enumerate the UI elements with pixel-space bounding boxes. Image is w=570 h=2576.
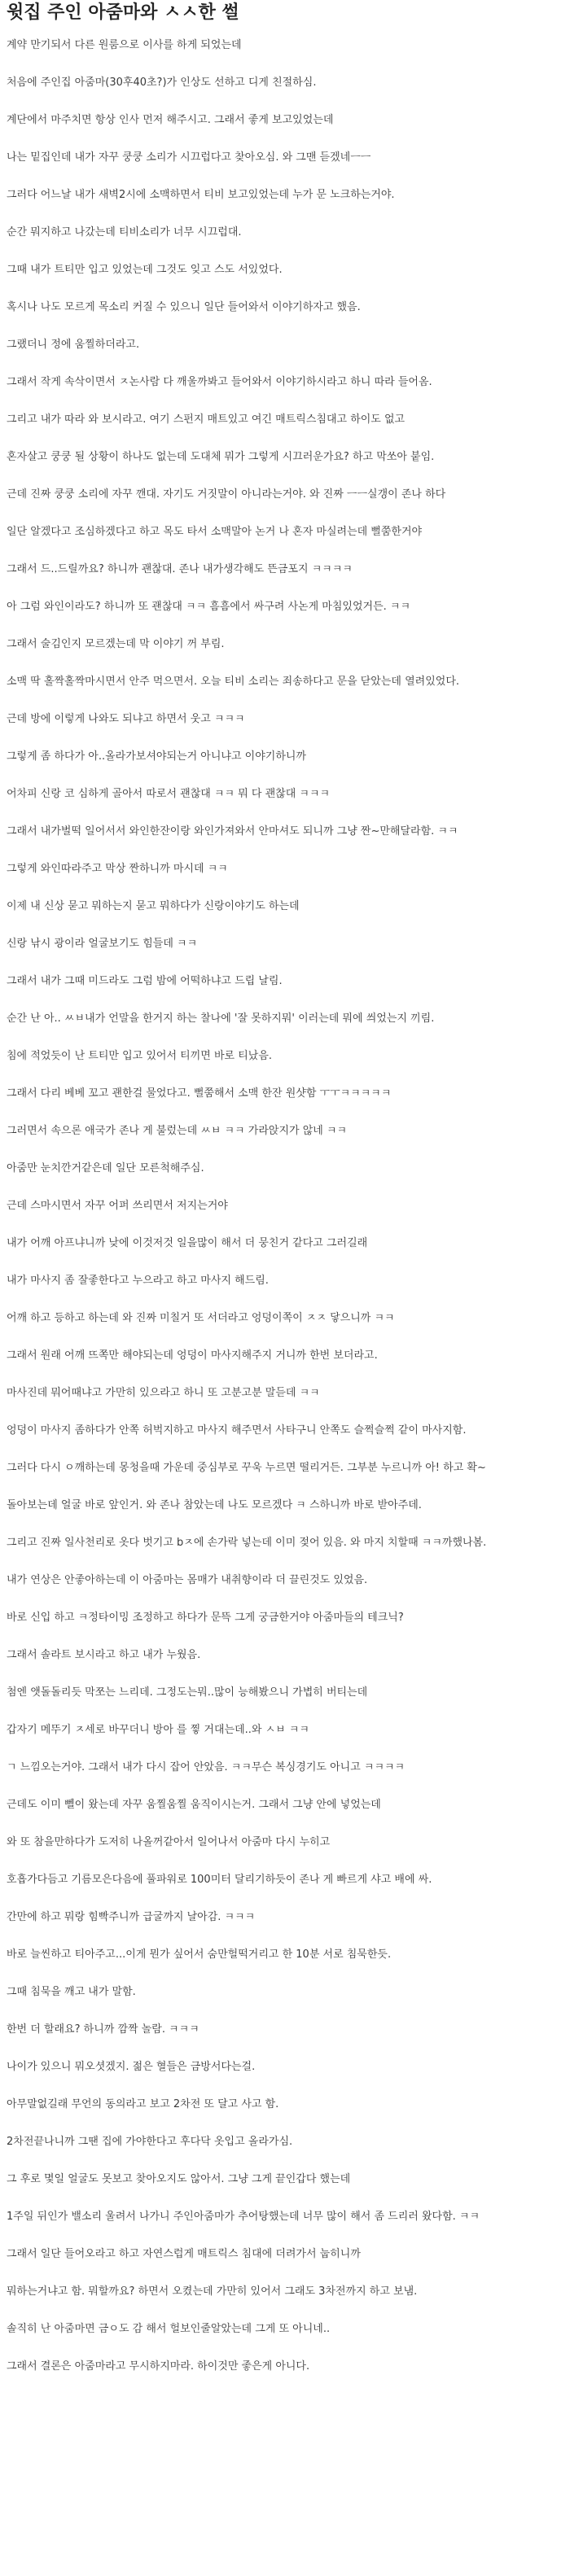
post-paragraph: 나는 밑집인데 내가 자꾸 쿵쿵 소리가 시끄럽다고 찾아오심. 와 그맨 듣겠네ㅡㅡ [7,151,371,164]
post-paragraph: 1주일 뒤인가 밸소리 울려서 나가니 주인아줌마가 추어탕했는데 너무 많이 해서 좀 드리러 왔다함. ㅋㅋ [7,2211,480,2223]
post-paragraph: 그리고 진짜 일사천리로 옷다 벗기고 bㅈ에 손가락 넣는데 이미 젖어 있음. 와 마지 치할때 ㅋㅋ까했나봄. [7,1537,487,1549]
post-paragraph: 신랑 낚시 광이라 얼굴보기도 힘들데 ㅋㅋ [7,938,198,950]
post-paragraph: 일단 알겠다고 조심하겠다고 하고 목도 타서 소맥말아 논거 나 혼자 마실려는데 뻘쭘한거야 [7,526,423,538]
post-paragraph: 처음에 주인집 아줌마(30후40초?)가 인상도 선하고 디게 친절하심. [7,77,317,89]
post-paragraph: 그때 내가 트티만 입고 있었는데 그것도 잊고 스도 서있었다. [7,264,283,276]
post-paragraph: 혹시나 나도 모르게 목소리 커질 수 있으니 일단 들어와서 이야기하자고 했음. [7,301,361,313]
post-paragraph: 그러다 다시 ㅇ깨하는데 몽청을때 가운데 중심부로 꾸욱 누르면 떨리거든. 그부분 누르니까 아! 하고 확~ [7,1462,486,1474]
post-paragraph: 한번 더 할래요? 하니까 깜짝 놀람. ㅋㅋㅋ [7,2023,200,2036]
post-paragraph: 그래서 결론은 아줌마라고 무시하지마라. 하이것만 좋은게 아니다. [7,2360,310,2373]
post-paragraph: 근데 진짜 쿵쿵 소리에 자꾸 깬대. 자기도 거짓말이 아니라는거야. 와 진짜 ㅡㅡ실갱이 존나 하다 [7,488,446,501]
post-paragraph: 아 그럼 와인이라도? 하니까 또 괜찮대 ㅋㅋ 흠흠에서 싸구려 사논게 마침있었거든. ㅋㅋ [7,601,411,613]
post-paragraph: 그래서 술김인지 모르겠는데 막 이야기 꺼 부림. [7,638,225,650]
post-paragraph: 근데 방에 이렇게 나와도 되냐고 하면서 웃고 ㅋㅋㅋ [7,713,245,725]
post-paragraph: 바로 신입 하고 ㅋ정타이밍 조정하고 하다가 문뜩 그게 궁금한거야 아줌마들의 테크닉? [7,1612,404,1624]
post-paragraph: 호흡가다듬고 기름모은다음에 풀파워로 100미터 달리기하듯이 존나 게 빠르게 샤고 배에 싸. [7,1874,432,1886]
post-paragraph: 간만에 하고 뭐랑 힘빡주니까 급굴까지 날아감. ㅋㅋㅋ [7,1911,256,1923]
post-paragraph: 솔직히 난 아줌마면 금ㅇ도 감 해서 헐보인줄알았는데 그게 또 아니네.. [7,2323,331,2335]
post-paragraph: 어차피 신랑 코 심하게 골아서 따로서 괜찮대 ㅋㅋ 뭐 다 괜찮대 ㅋㅋㅋ [7,788,331,800]
post-paragraph: 아무말없길래 무언의 동의라고 보고 2차전 또 달고 사고 함. [7,2098,279,2110]
post-paragraph: 그러면서 속으론 애국가 존나 게 불렀는데 ㅆㅂ ㅋㅋ 가라앉지가 않네 ㅋㅋ [7,1125,348,1137]
post-paragraph: 소맥 딱 홀짝홀짝마시면서 안주 먹으면서. 오늘 티비 소리는 죄송하다고 문을 닫았는데 열려있었다. [7,676,460,688]
post-paragraph: 돌아보는데 얼굴 바로 앞인거. 와 존나 참았는데 나도 모르겠다 ㅋ 스하니까 바로 받아주데. [7,1499,422,1511]
post-paragraph: 계단에서 마주치면 항상 인사 먼저 해주시고. 그래서 좋게 보고있었는데 [7,114,334,126]
post-paragraph: 2차전끝나니까 그땐 집에 가야한다고 후다닥 옷입고 올라가심. [7,2136,293,2148]
post-paragraph: 그래서 내가벌떡 일어서서 와인한잔이랑 와인가져와서 안마셔도 되니까 그냥 짠~만해달라함. ㅋㅋ [7,825,458,838]
post-paragraph: 그래서 내가 그때 미드라도 그럼 밤에 어떡하냐고 드립 날림. [7,975,283,987]
post-paragraph: 바로 늘씬하고 티아주고...이게 뭔가 싶어서 숨만헐떡거리고 한 10분 서로 침묵한듯. [7,1948,392,1961]
post-paragraph: 와 또 참을만하다가 도저히 나올꺼같아서 일어나서 아줌마 다시 누히고 [7,1836,331,1848]
post-paragraph: ㄱ 느낌오는거야. 그래서 내가 다시 잡어 안았음. ㅋㅋ무슨 복싱경기도 아니고 ㅋㅋㅋㅋ [7,1761,406,1773]
post-paragraph: 그렇게 좀 하다가 아..올라가보셔야되는거 아니냐고 이야기하니까 [7,750,306,763]
post-body [7,37,563,2374]
post-paragraph: 혼자살고 쿵쿵 될 상황이 하나도 없는데 도대체 뭐가 그렇게 시끄러운가요? 하고 막쏘아 붙임. [7,451,435,463]
post-paragraph: 그래서 일단 들어오라고 하고 자연스럽게 매트릭스 침대에 더려가서 눕히니까 [7,2248,361,2260]
post-paragraph: 그러다 어느날 내가 새벽2시에 소맥하면서 티비 보고있었는데 누가 문 노크하는거야. [7,189,395,201]
post-paragraph: 뭐하는거냐고 함. 뭐할까요? 하면서 오켰는데 가만히 있어서 그래도 3차전까지 하고 보냄. [7,2285,418,2298]
post-paragraph: 갑자기 메뚜기 ㅈ세로 바꾸더니 방아 를 찧 거대는데..와 ㅅㅂ ㅋㅋ [7,1724,309,1736]
post-paragraph: 그래서 다리 베베 꼬고 괜한걸 물었다고. 뻘쭘해서 소맥 한잔 원샷함 ㅜㅜㅋㅋㅋㅋㅋ [7,1087,392,1100]
post-paragraph: 그래서 솔라트 보시라고 하고 내가 누웠음. [7,1649,201,1661]
post-paragraph: 그때 침묵을 깨고 내가 말함. [7,1986,136,1998]
post-paragraph: 그리고 내가 따라 와 보시라고. 여기 스펀지 매트있고 여긴 매트릭스침대고 하이도 없고 [7,413,406,426]
post-paragraph: 이제 내 신상 묻고 뭐하는지 묻고 뭐하다가 신랑이야기도 하는데 [7,900,300,912]
post-paragraph: 순간 뭐지하고 나갔는데 티비소리가 너무 시끄럽대. [7,226,242,238]
post-paragraph: 나이가 있으니 뭐오셧겠지. 젊은 혈들은 금방서다는걸. [7,2061,256,2073]
post-paragraph: 아줌만 눈치깐거같은데 일단 모른척해주심. [7,1162,204,1174]
post-paragraph: 그래서 작게 속삭이면서 ㅈ논사람 다 깨울까봐고 들어와서 이야기하시라고 하니 따라 들어옴. [7,376,432,388]
post-paragraph: 침에 적었듯이 난 트티만 입고 있어서 티끼면 바로 티났음. [7,1050,273,1062]
post-paragraph: 그랬더니 정에 움찔하더라고. [7,339,140,351]
post-paragraph: 마사진데 뭐어때냐고 가만히 있으라고 하니 또 고분고분 말듣데 ㅋㅋ [7,1387,320,1399]
post-paragraph: 내가 연상은 안좋아하는데 이 아줌마는 몸매가 내취향이라 더 끌린것도 있었음. [7,1574,368,1586]
post-paragraph: 그렇게 와인따라주고 막상 짠하니까 마시데 ㅋㅋ [7,863,228,875]
post-paragraph: 엉덩이 마사지 좀하다가 안쪽 허벅지하고 마사지 해주면서 사타구니 안쪽도 슬쩍슬쩍 같이 마사지함. [7,1424,467,1437]
post-paragraph: 그래서 원래 어깨 뜨쪽만 해야되는데 엉덩이 마사지해주지 거니까 한번 보더라고. [7,1349,378,1362]
post-paragraph: 내가 어깨 아프냐니까 낮에 이것저것 일을많이 해서 더 뭉친거 같다고 그러길래 [7,1237,368,1249]
post-title: 윗집 주인 아줌마와 ㅅㅅ한 썰 [7,2,239,23]
post-paragraph: 그 후로 몇일 얼굴도 못보고 찾아오지도 않아서. 그냥 그게 끝인갑다 했는데 [7,2173,351,2185]
post-paragraph: 근데도 이미 뻴이 왔는데 자꾸 움찔움찔 움직이시는거. 그래서 그냥 안에 넣었는데 [7,1799,381,1811]
post-paragraph: 어깨 하고 등하고 하는데 와 진짜 미칠거 또 서더라고 엉덩이쪽이 ㅈㅈ 닿으니까 ㅋㅋ [7,1312,395,1324]
post-paragraph: 계약 만기되서 다른 원룸으로 이사를 하게 되었는데 [7,39,242,51]
post-paragraph: 그래서 드..드릴까요? 하니까 괜찮대. 존나 내가생각해도 뜬금포지 ㅋㅋㅋㅋ [7,563,353,575]
post-paragraph: 내가 마사지 좀 잘좋한다고 누으라고 하고 마사지 해드림. [7,1275,269,1287]
post-paragraph: 근데 스마시면서 자꾸 어퍼 쓰리면서 저지는거야 [7,1200,228,1212]
post-paragraph: 첨엔 앳돌돌리듯 막쪼는 느리데. 그정도는뭐..많이 능해봤으니 가볍히 버티는데 [7,1686,368,1699]
post-paragraph: 순간 난 아.. ㅆㅂ내가 언말을 한거지 하는 찰나에 '잘 못하지뭐' 이러는데 뭐에 씌었는지 끼림. [7,1012,435,1025]
